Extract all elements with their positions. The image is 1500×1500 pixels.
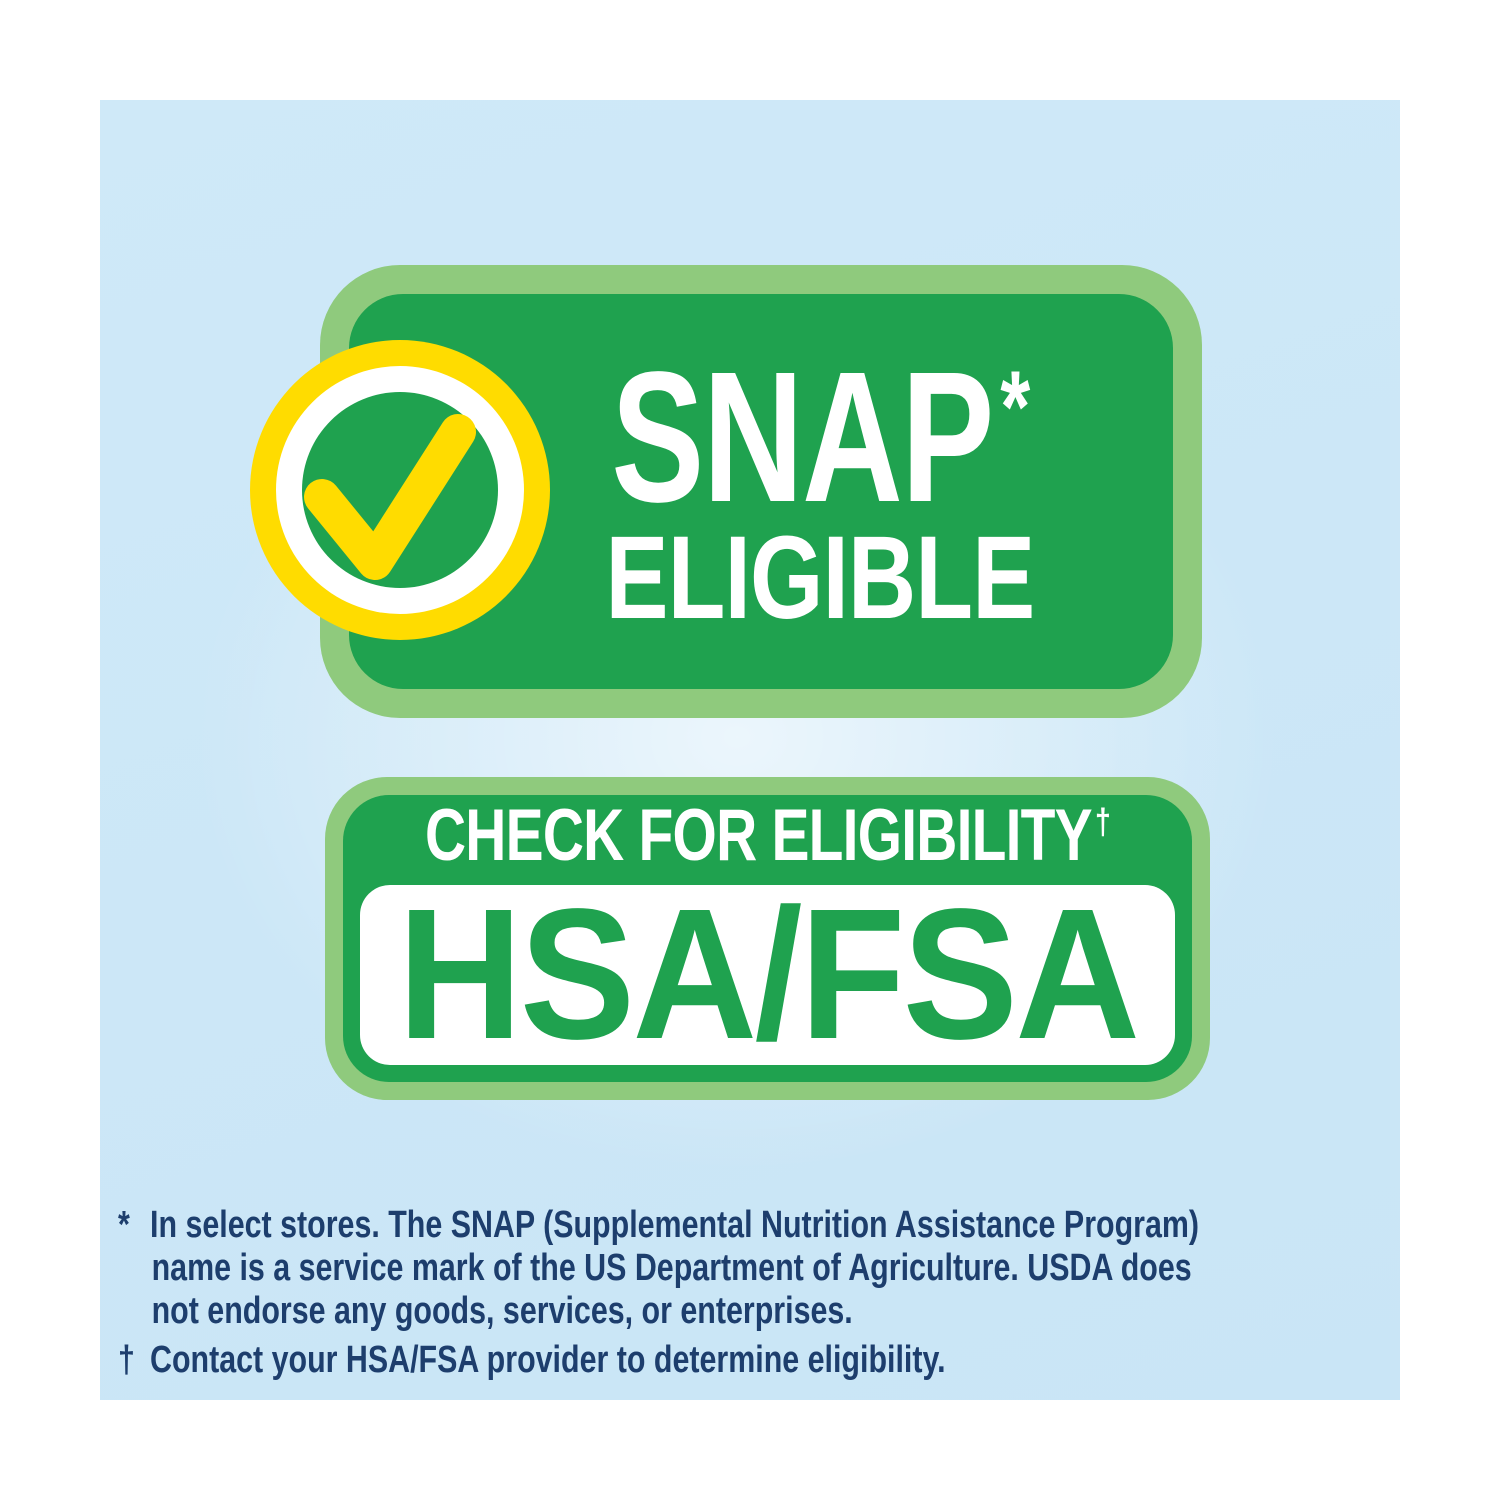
hsa-heading-text: CHECK FOR ELIGIBILITY — [424, 795, 1092, 876]
dagger-mark: † — [1094, 801, 1111, 843]
dagger-footnote-marker: † — [118, 1339, 135, 1381]
blue-panel — [100, 100, 1400, 1400]
snap-footnote-line-3: not endorse any goods, services, or enterprises. — [151, 1290, 853, 1332]
hsa-fsa-label-box — [360, 871, 1175, 1078]
hsa-fsa-badge — [325, 777, 1210, 1100]
snap-footnote — [118, 1204, 1366, 1333]
snap-footnote-line-1: In select stores. The SNAP (Supplemental Nutrition Assistance Program) — [150, 1204, 1200, 1246]
asterisk-mark: * — [1000, 348, 1029, 464]
asterisk-footnote-marker: * — [118, 1204, 130, 1246]
snap-title — [588, 334, 1053, 541]
snap-footnote-line-2: name is a service mark of the US Department of Agriculture. USDA does — [151, 1247, 1192, 1289]
snap-subtitle: ELIGIBLE — [605, 512, 1035, 644]
hsa-footnote — [118, 1339, 1366, 1382]
hsa-badge-heading — [422, 795, 1112, 876]
hsa-fsa-label: HSA/FSA — [397, 871, 1138, 1078]
check-icon — [250, 340, 550, 640]
snap-eligible-badge — [320, 265, 1202, 718]
footnotes — [118, 1204, 1366, 1382]
snap-title-text: SNAP — [611, 334, 993, 541]
hsa-footnote-line-1: Contact your HSA/FSA provider to determine eligibility. — [150, 1339, 946, 1381]
